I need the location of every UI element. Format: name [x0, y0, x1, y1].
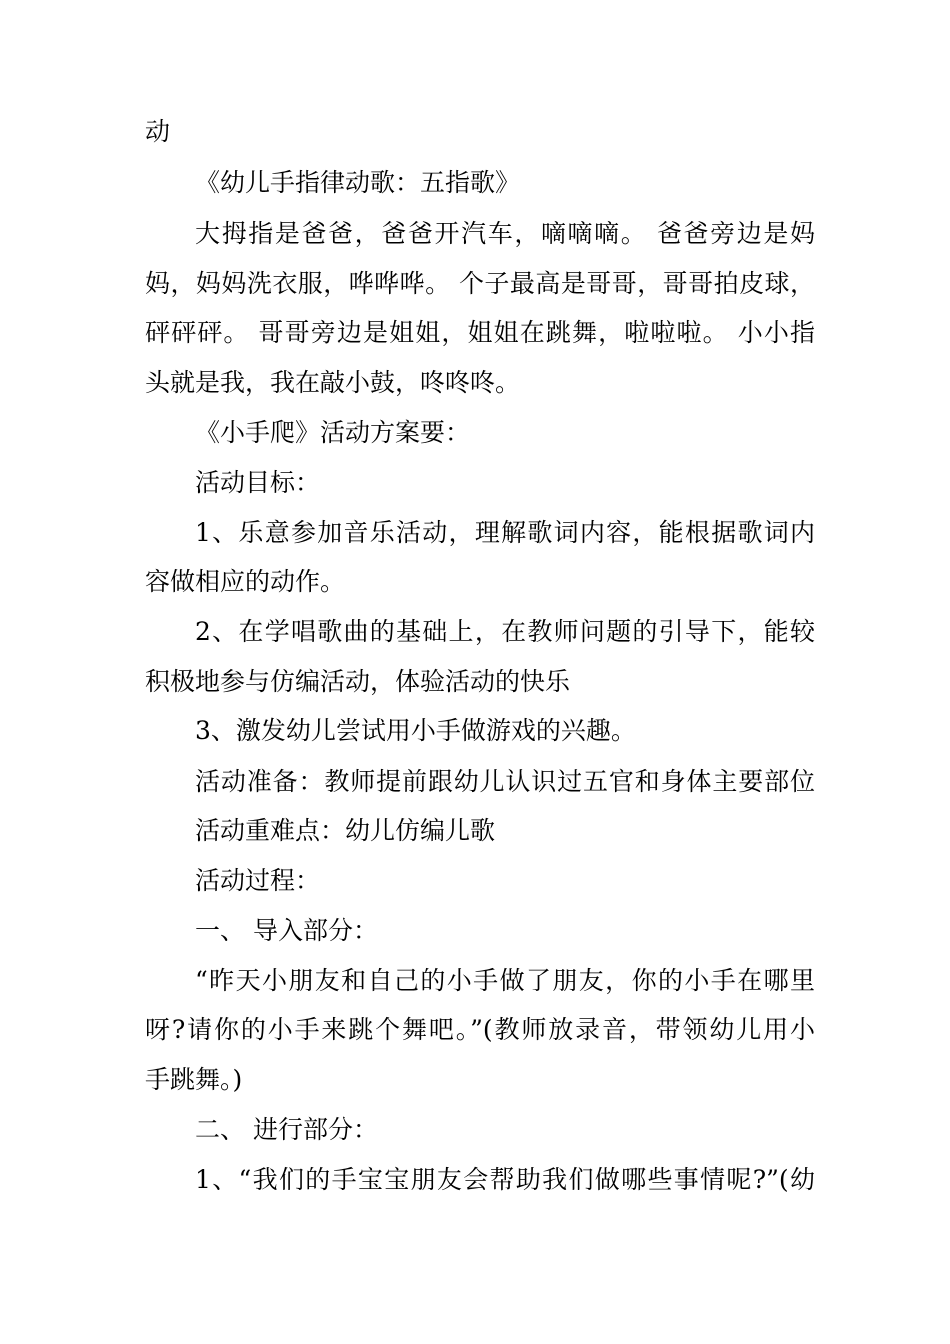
text-line: 呀?请你的小手来跳个舞吧。”(教师放录音，带领幼儿用小: [145, 1015, 815, 1044]
song-title: 《幼儿手指律动歌：五指歌》: [195, 168, 521, 197]
text-line: 妈，妈妈洗衣服，哗哗哗。 个子最高是哥哥，哥哥拍皮球，: [145, 269, 815, 298]
text-line: “昨天小朋友和自己的小手做了朋友，你的小手在哪里: [195, 966, 815, 995]
text-line: 容做相应的动作。: [145, 567, 346, 596]
text-line: 活动重难点：幼儿仿编儿歌: [195, 816, 496, 845]
section-heading: 一、 导入部分：: [195, 916, 378, 945]
section-heading: 活动过程：: [195, 866, 321, 895]
section-heading: 活动目标：: [195, 468, 321, 497]
list-item: 3、激发幼儿尝试用小手做游戏的兴趣。: [195, 716, 636, 745]
text-line: 积极地参与仿编活动，体验活动的快乐: [145, 667, 571, 696]
list-item: 1、乐意参加音乐活动，理解歌词内容，能根据歌词内: [195, 518, 815, 547]
text-line: 活动准备：教师提前跟幼儿认识过五官和身体主要部位: [195, 767, 815, 796]
text-line: 手跳舞。): [145, 1065, 243, 1094]
section-heading: 二、 进行部分：: [195, 1115, 378, 1144]
list-item: 2、在学唱歌曲的基础上，在教师问题的引导下，能较: [195, 617, 815, 646]
text-line: 动: [145, 117, 171, 146]
text-line: 头就是我，我在敲小鼓，咚咚咚。: [145, 368, 521, 397]
text-line: 砰砰砰。 哥哥旁边是姐姐，姐姐在跳舞，啦啦啦。 小小指: [145, 318, 815, 347]
section-heading: 《小手爬》活动方案要：: [195, 418, 471, 447]
list-item: 1、“我们的手宝宝朋友会帮助我们做哪些事情呢?”(幼: [195, 1165, 815, 1194]
text-line: 大拇指是爸爸，爸爸开汽车，嘀嘀嘀。 爸爸旁边是妈: [195, 219, 815, 248]
